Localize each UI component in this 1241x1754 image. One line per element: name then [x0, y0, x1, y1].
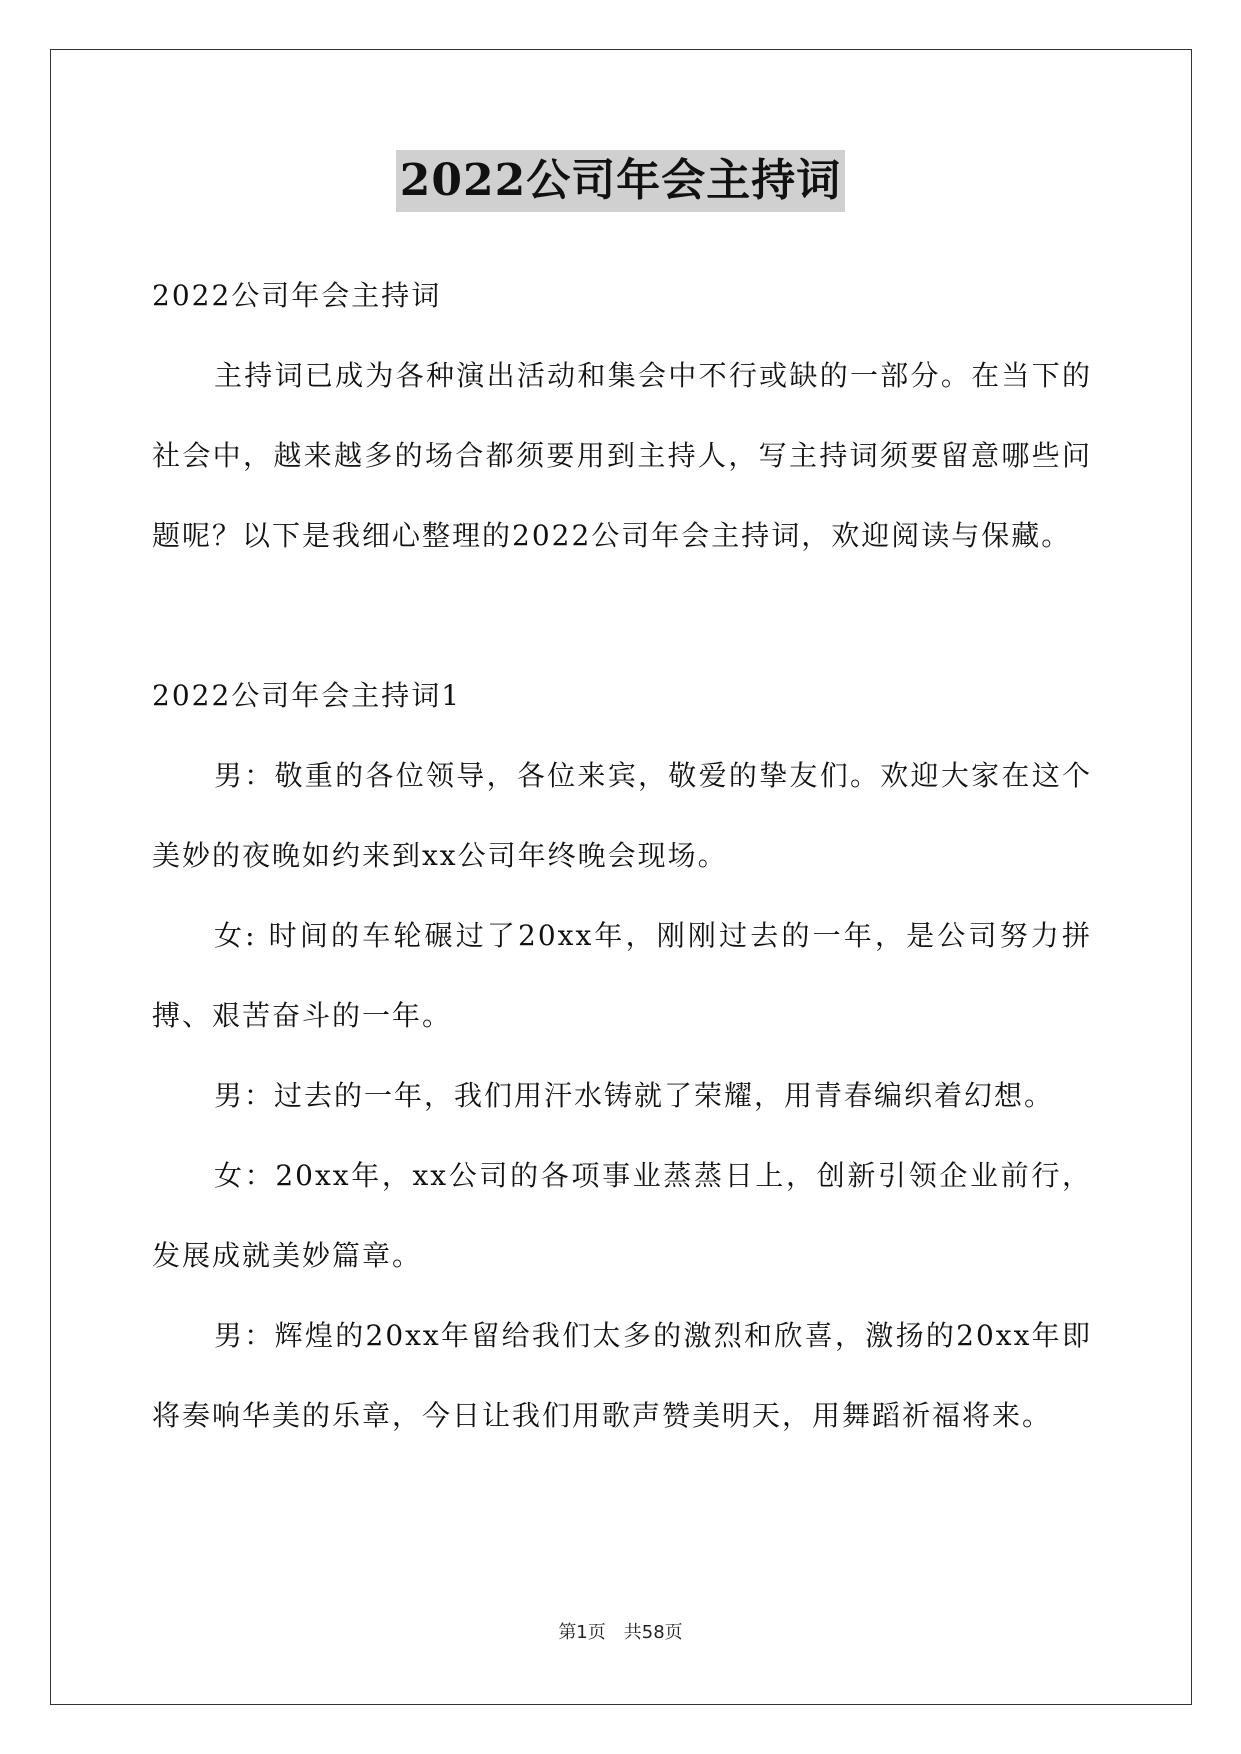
- document-body: [152, 256, 1092, 1456]
- document-title: 2022公司年会主持词: [396, 150, 845, 212]
- dialogue-paragraph: 男：辉煌的20xx年留给我们太多的激烈和欣喜，激扬的20xx年即将奏响华美的乐章，今日让我们用歌声赞美明天，用舞蹈祈福将来。: [152, 1319, 1092, 1432]
- dialogue-paragraph: 女：20xx年，xx公司的各项事业蒸蒸日上，创新引领企业前行，发展成就美妙篇章。: [152, 1159, 1092, 1272]
- dialogue-paragraph: 男：过去的一年，我们用汗水铸就了荣耀，用青春编织着幻想。: [214, 1079, 1055, 1112]
- intro-paragraph: 主持词已成为各种演出活动和集会中不行或缺的一部分。在当下的社会中，越来越多的场合都须要用到主持人，写主持词须要留意哪些问题呢？以下是我细心整理的2022公司年会主持词，欢迎阅读与保藏。: [152, 359, 1092, 552]
- dialogue-paragraph: 女: 时间的车轮碾过了20xx年，刚刚过去的一年，是公司努力拼搏、艰苦奋斗的一年。: [152, 919, 1092, 1032]
- dialogue-paragraph: 男：敬重的各位领导，各位来宾，敬爱的挚友们。欢迎大家在这个美妙的夜晚如约来到xx公司年终晚会现场。: [152, 759, 1092, 872]
- section-spacer: [152, 576, 1092, 656]
- page-number: 第1页 共58页: [558, 1622, 683, 1643]
- document-subtitle: 2022公司年会主持词: [152, 279, 442, 312]
- section-heading: 2022公司年会主持词1: [152, 679, 462, 712]
- title-area: [0, 150, 1241, 212]
